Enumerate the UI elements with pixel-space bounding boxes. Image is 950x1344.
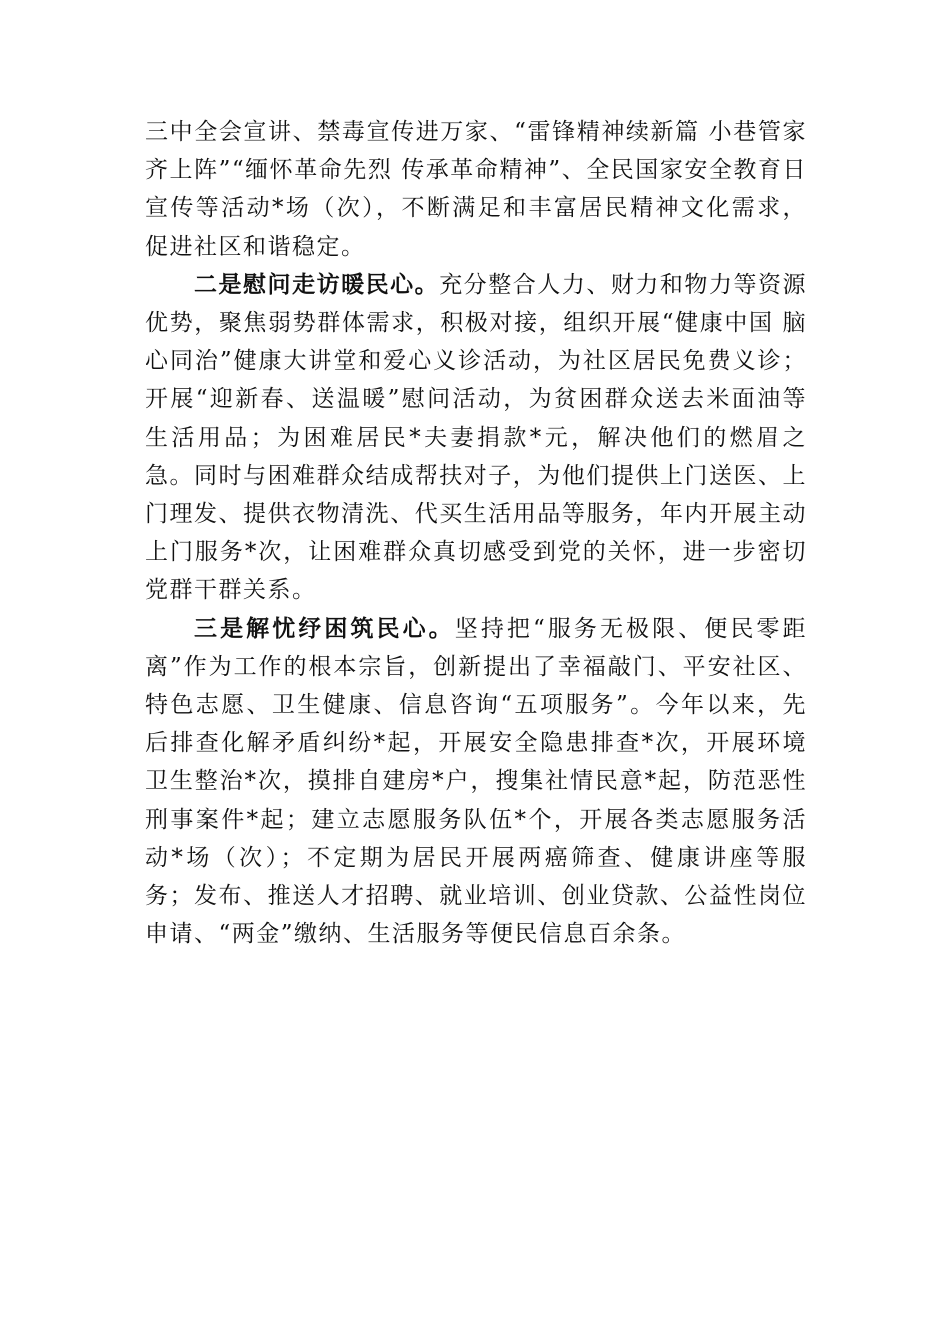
paragraph-continuation [145,113,807,266]
paragraph-text: 充分整合人力、财力和物力等资源优势，聚焦弱势群体需求，积极对接，组织开展“健康中国 脑心同治”健康大讲堂和爱心义诊活动，为社区居民免费义诊；开展“迎新春、送温暖”慰问活动，为贫困群众送去米面油等生活用品；为困难居民*夫妻捐款*元，解决他们的燃眉之急。同时与困难群众结成帮扶对子，为他们提供上门送医、上门理发、提供衣物清洗、代买生活用品等服务，年内开展主动上门服务*次，让困难群众真切感受到党的关怀，进一步密切党群干群关系。 [145,271,808,604]
document-body [145,113,807,953]
paragraph-visits [145,266,807,610]
paragraph-text: 坚持把“服务无极限、便民零距离”作为工作的根本宗旨，创新提出了幸福敲门、平安社区、特色志愿、卫生健康、信息咨询“五项服务”。今年以来，先后排查化解矛盾纠纷*起，开展安全隐患排查*次，开展环境卫生整治*次，摸排自建房*户，搜集社情民意*起，防范恶性刑事案件*起；建立志愿服务队伍*个，开展各类志愿服务活动*场（次）；不定期为居民开展两癌筛查、健康讲座等服务；发布、推送人才招聘、就业培训、创业贷款、公益性岗位申请、“两金”缴纳、生活服务等便民信息百余条。 [145,615,808,948]
paragraph-heading: 三是解忧纾困筑民心。 [194,615,455,642]
paragraph-text: 三中全会宣讲、禁毒宣传进万家、“雷锋精神续新篇 小巷管家齐上阵”“缅怀革命先烈 传承革命精神”、全民国家安全教育日宣传等活动*场（次），不断满足和丰富居民精神文化需求，促进社区和谐稳定。 [145,119,807,260]
paragraph-heading: 二是慰问走访暖民心。 [194,271,440,298]
paragraph-services [145,610,807,954]
